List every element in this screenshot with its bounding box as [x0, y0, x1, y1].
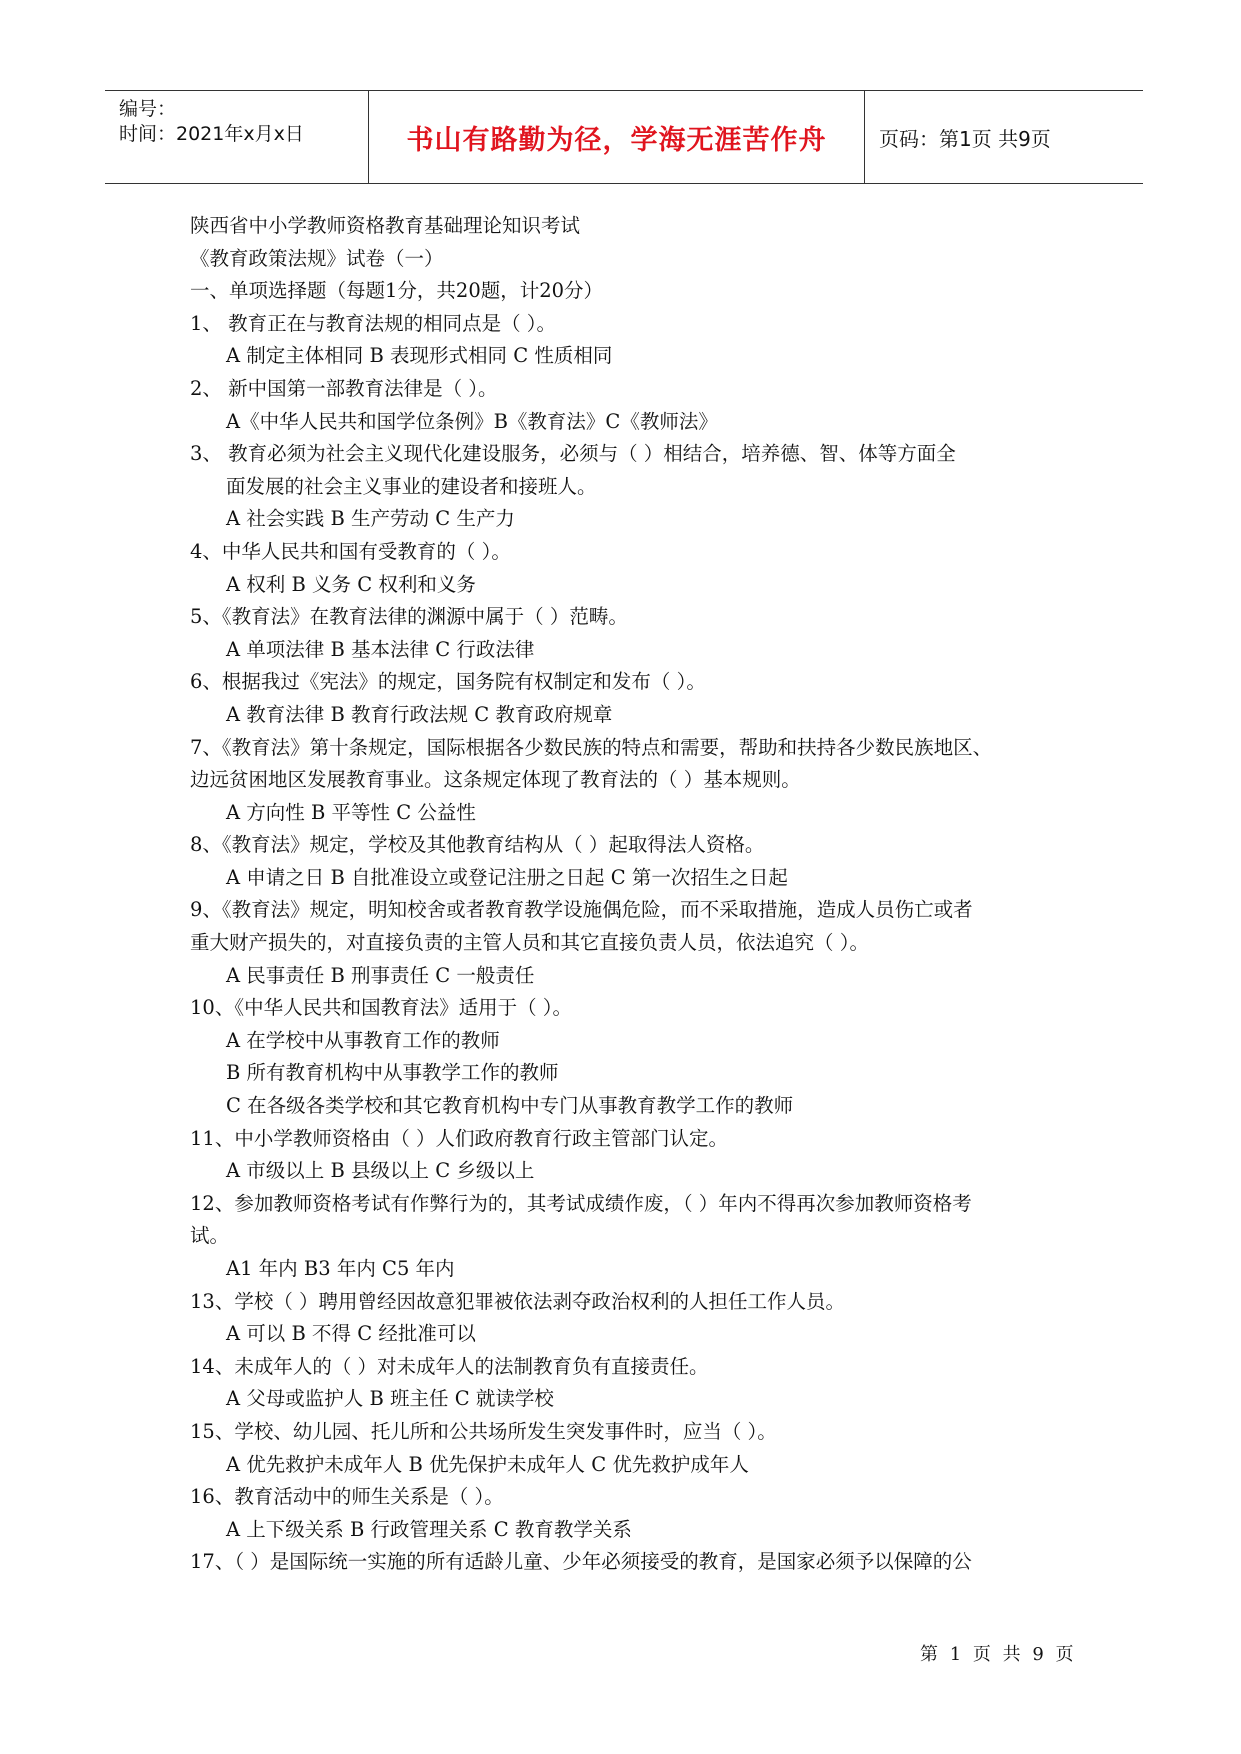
question-option-line: A 单项法律 B 基本法律 C 行政法律: [226, 637, 535, 661]
exam-title: 陕西省中小学教师资格教育基础理论知识考试: [190, 214, 581, 237]
page-label: 页码：第1页 共9页: [879, 126, 1051, 151]
header-motto-cell: [369, 91, 865, 183]
question-line: 重大财产损失的，对直接负责的主管人员和其它直接负责人员，依法追究（ ）。: [190, 931, 869, 955]
question-option-line: A 在学校中从事教育工作的教师: [226, 1028, 500, 1052]
question-list: [190, 308, 1070, 1579]
question-option-line: A 申请之日 B 自批准设立或登记注册之日起 C 第一次招生之日起: [226, 865, 788, 889]
question-option-line: A 制定主体相同 B 表现形式相同 C 性质相同: [226, 344, 613, 368]
question-line: 5、《教育法》在教育法律的渊源中属于（ ）范畴。: [190, 605, 628, 629]
question-option-line: A 社会实践 B 生产劳动 C 生产力: [226, 507, 515, 531]
question-line: 边远贫困地区发展教育事业。这条规定体现了教育法的（ ）基本规则。: [190, 768, 801, 792]
question-option-line: A 权利 B 义务 C 权利和义务: [226, 572, 476, 596]
exam-content: [190, 210, 1070, 1579]
question-line: 14、未成年人的（ ）对未成年人的法制教育负有直接责任。: [190, 1354, 709, 1378]
question-line: 7、《教育法》第十条规定，国际根据各少数民族的特点和需要，帮助和扶持各少数民族地区、: [190, 735, 993, 759]
question-line: 16、教育活动中的师生关系是（ ）。: [190, 1485, 504, 1509]
question-option-line: A《中华人民共和国学位条例》B《教育法》C《教师法》: [226, 409, 718, 433]
number-label: 编号：: [119, 98, 177, 120]
question-line: 6、根据我过《宪法》的规定，国务院有权制定和发布（ ）。: [190, 670, 706, 694]
question-option-line: 面发展的社会主义事业的建设者和接班人。: [226, 474, 597, 498]
header-page-cell: [865, 91, 1143, 183]
page-header: [105, 90, 1143, 184]
question-line: 试。: [190, 1224, 230, 1248]
question-option-line: A 优先救护未成年人 B 优先保护未成年人 C 优先救护成年人: [226, 1452, 749, 1476]
question-option-line: A 方向性 B 平等性 C 公益性: [226, 800, 476, 824]
question-line: 10、《中华人民共和国教育法》适用于（ ）。: [190, 996, 573, 1020]
question-option-line: A 教育法律 B 教育行政法规 C 教育政府规章: [226, 702, 613, 726]
question-option-line: A 市级以上 B 县级以上 C 乡级以上: [226, 1159, 535, 1183]
question-line: 17、（ ）是国际统一实施的所有适龄儿童、少年必须接受的教育，是国家必须予以保障的公: [190, 1550, 972, 1574]
question-line: 11、中小学教师资格由（ ）人们政府教育行政主管部门认定。: [190, 1126, 729, 1150]
question-option-line: A 父母或监护人 B 班主任 C 就读学校: [226, 1387, 554, 1411]
question-line: 13、学校（ ）聘用曾经因故意犯罪被依法剥夺政治权利的人担任工作人员。: [190, 1289, 846, 1313]
question-line: 3、 教育必须为社会主义现代化建设服务，必须与（ ）相结合，培养德、智、体等方面全: [190, 442, 956, 466]
question-line: 1、 教育正在与教育法规的相同点是（ ）。: [190, 311, 557, 335]
page-footer: 第 1 页 共 9 页: [920, 1644, 1077, 1665]
time-label: 时间：2021年x月x日: [119, 123, 304, 145]
question-line: 4、中华人民共和国有受教育的（ ）。: [190, 539, 511, 563]
question-option-line: B 所有教育机构中从事教学工作的教师: [226, 1061, 559, 1085]
exam-subtitle: 《教育政策法规》试卷（一）: [190, 246, 444, 270]
question-option-line: A1 年内 B3 年内 C5 年内: [226, 1257, 455, 1280]
motto-text: 书山有路勤为径，学海无涯苦作舟: [406, 124, 827, 156]
header-left-cell: [105, 91, 369, 183]
question-option-line: A 民事责任 B 刑事责任 C 一般责任: [226, 963, 535, 987]
question-line: 8、《教育法》规定，学校及其他教育结构从（ ）起取得法人资格。: [190, 833, 765, 857]
question-line: 12、参加教师资格考试有作弊行为的，其考试成绩作废，（ ）年内不得再次参加教师资格考: [190, 1191, 972, 1215]
question-option-line: A 上下级关系 B 行政管理关系 C 教育教学关系: [226, 1517, 632, 1541]
question-line: 9、《教育法》规定，明知校舍或者教育教学设施偶危险，而不采取措施，造成人员伤亡或者: [190, 898, 973, 922]
section-heading: 一、单项选择题（每题1分，共20题，计20分）: [190, 279, 604, 303]
question-line: 15、学校、幼儿园、托儿所和公共场所发生突发事件时，应当（ ）。: [190, 1419, 777, 1443]
question-line: 2、 新中国第一部教育法律是（ ）。: [190, 376, 498, 400]
question-option-line: C 在各级各类学校和其它教育机构中专门从事教育教学工作的教师: [226, 1094, 794, 1118]
question-option-line: A 可以 B 不得 C 经批准可以: [226, 1322, 476, 1346]
